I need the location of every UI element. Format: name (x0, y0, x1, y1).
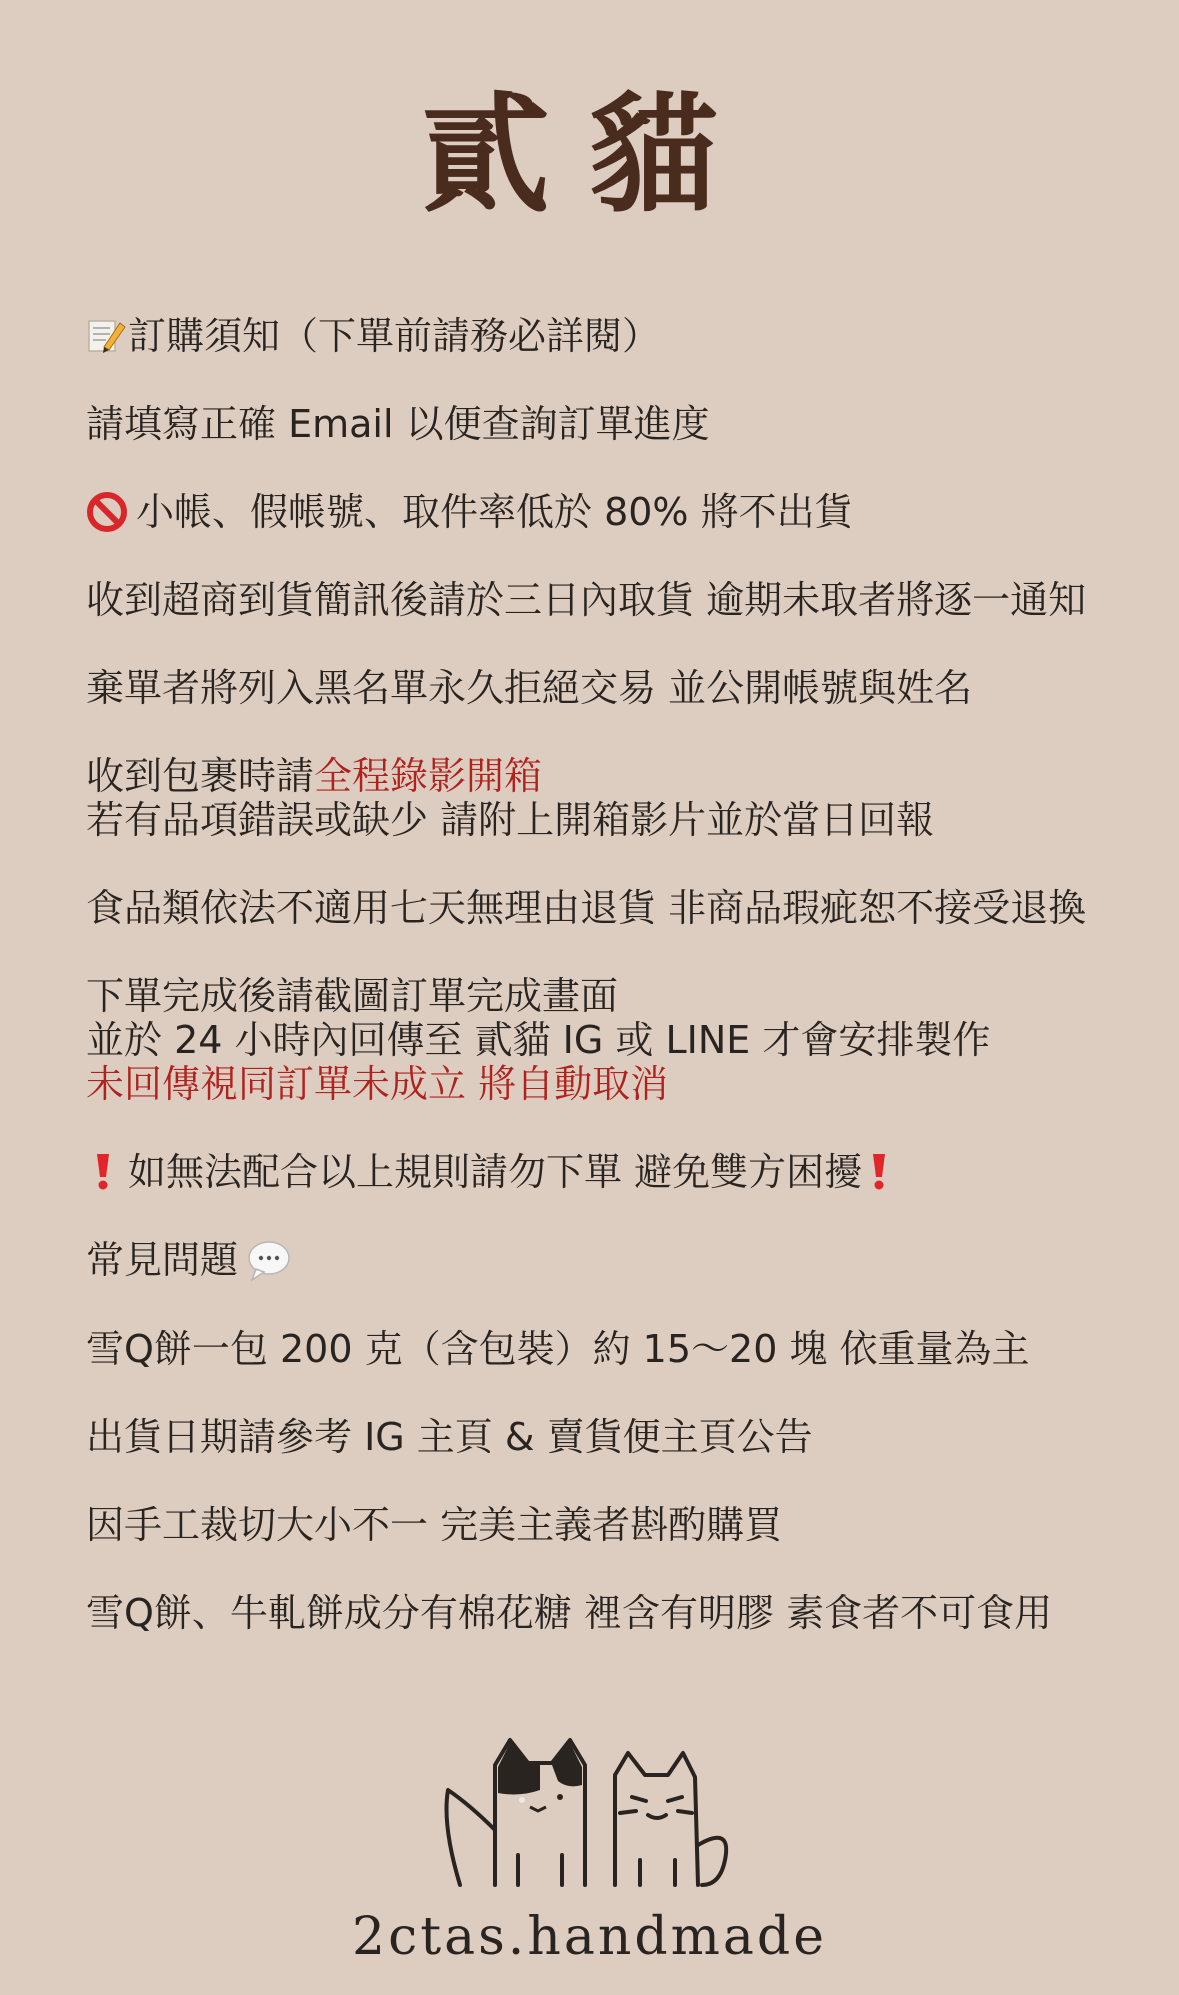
blacklist-line: 棄單者將列入黑名單永久拒絕交易 並公開帳號與姓名 (86, 666, 973, 710)
warning-line: 如無法配合以上規則請勿下單 避免雙方困擾 (128, 1150, 863, 1194)
speech-bubble-icon (246, 1239, 292, 1283)
footer (0, 1735, 1179, 1895)
faq-title: 常見問題 (86, 1238, 239, 1282)
notice-title: 訂購須知（下單前請務必詳閱） (128, 314, 661, 358)
pickup-line: 收到超商到貨簡訊後請於三日內取貨 逾期未取者將逐一通知 (86, 578, 1087, 622)
cats-illustration (440, 1735, 740, 1895)
unbox-line-1 (86, 754, 1126, 798)
ban-line-row (86, 490, 1126, 534)
notice-title-line (86, 314, 1126, 358)
header-logo (0, 60, 1179, 260)
screenshot-line-1: 下單完成後請截圖訂單完成畫面 (86, 974, 619, 1018)
screenshot-line-2: 並於 24 小時內回傳至 貳貓 IG 或 LINE 才會安排製作 (86, 1018, 991, 1062)
ban-line: 小帳、假帳號、取件率低於 80% 將不出貨 (136, 490, 853, 534)
no-entry-icon (86, 491, 128, 533)
brand-name: 2ctas.handmade (352, 1907, 827, 1967)
faq-item: 出貨日期請參考 IG 主頁 & 賣貨便主頁公告 (86, 1415, 813, 1459)
faq-item: 雪Q餅、牛軋餅成分有棉花糖 裡含有明膠 素食者不可食用 (86, 1591, 1053, 1635)
faq-title-row (86, 1238, 1126, 1283)
notice-content (86, 314, 1126, 1679)
email-line: 請填寫正確 Email 以便查詢訂單進度 (86, 402, 710, 446)
unbox-highlight: 全程錄影開箱 (314, 754, 543, 798)
exclamation-icon (92, 1151, 114, 1191)
warning-row (86, 1150, 1126, 1194)
screenshot-line-3: 未回傳視同訂單未成立 將自動取消 (86, 1062, 669, 1106)
memo-icon (86, 315, 126, 355)
faq-item: 因手工裁切大小不一 完美主義者斟酌購買 (86, 1503, 783, 1547)
logo-text: 貳貓 (421, 80, 758, 230)
unbox-line-2: 若有品項錯誤或缺少 請附上開箱影片並於當日回報 (86, 798, 935, 842)
exclamation-icon (868, 1151, 890, 1191)
food-line: 食品類依法不適用七天無理由退貨 非商品瑕疵恕不接受退換 (86, 886, 1087, 930)
unbox-prefix: 收到包裹時請 (86, 754, 315, 798)
faq-item: 雪Q餅一包 200 克（含包裝）約 15～20 塊 依重量為主 (86, 1327, 1030, 1371)
